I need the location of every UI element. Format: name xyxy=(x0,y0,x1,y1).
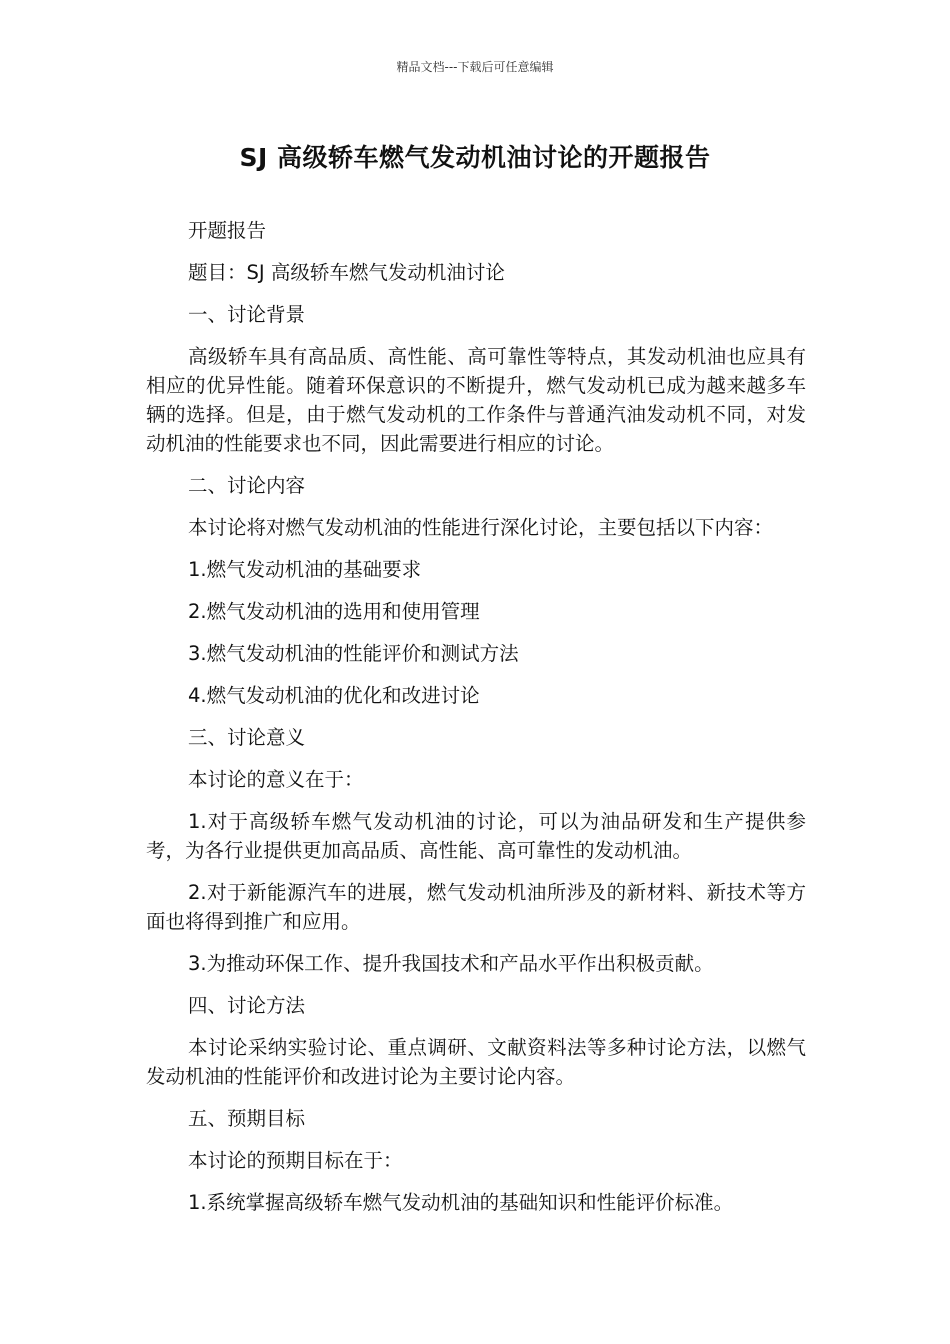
list-item-content-1: 1.燃气发动机油的基础要求 xyxy=(188,558,422,581)
list-item-content-2: 2.燃气发动机油的选用和使用管理 xyxy=(188,600,480,623)
document-title: SJ 高级轿车燃气发动机油讨论的开题报告 xyxy=(239,143,711,172)
heading-content: 二、讨论内容 xyxy=(188,474,306,497)
list-item-significance-3: 3.为推动环保工作、提升我国技术和产品水平作出积极贡献。 xyxy=(188,952,714,975)
list-item-content-3: 3.燃气发动机油的性能评价和测试方法 xyxy=(188,642,519,665)
list-item-significance-1: 1.对于高级轿车燃气发动机油的讨论，可以为油品研发和生产提供参考，为各行业提供更加高品质、高性能、高可靠性的发动机油。 xyxy=(146,810,806,862)
heading-background: 一、讨论背景 xyxy=(188,303,306,326)
paragraph-significance-intro: 本讨论的意义在于： xyxy=(188,768,364,791)
paragraph-goals-intro: 本讨论的预期目标在于： xyxy=(188,1149,403,1172)
header-note: 精品文档---下载后可任意编辑 xyxy=(396,60,554,74)
list-item-content-4: 4.燃气发动机油的优化和改进讨论 xyxy=(188,684,480,707)
document-body xyxy=(146,216,806,1230)
paragraph-report-label: 开题报告 xyxy=(188,219,267,242)
paragraph-background: 高级轿车具有高品质、高性能、高可靠性等特点，其发动机油也应具有相应的优异性能。随着环保意识的不断提升，燃气发动机已成为越来越多车辆的选择。但是，由于燃气发动机的工作条件与普通汽油发动机不同，对发动机油的性能要求也不同，因此需要进行相应的讨论。 xyxy=(146,345,806,455)
heading-significance: 三、讨论意义 xyxy=(188,726,306,749)
paragraph-content-intro: 本讨论将对燃气发动机油的性能进行深化讨论，主要包括以下内容： xyxy=(188,516,774,539)
list-item-significance-2: 2.对于新能源汽车的进展，燃气发动机油所涉及的新材料、新技术等方面也将得到推广和应用。 xyxy=(146,881,806,933)
paragraph-method: 本讨论采纳实验讨论、重点调研、文献资料法等多种讨论方法，以燃气发动机油的性能评价和改进讨论为主要讨论内容。 xyxy=(146,1036,806,1088)
list-item-goals-1: 1.系统掌握高级轿车燃气发动机油的基础知识和性能评价标准。 xyxy=(188,1191,734,1214)
heading-goals: 五、预期目标 xyxy=(188,1107,306,1130)
paragraph-topic: 题目：SJ 高级轿车燃气发动机油讨论 xyxy=(188,261,505,284)
heading-method: 四、讨论方法 xyxy=(188,994,306,1017)
